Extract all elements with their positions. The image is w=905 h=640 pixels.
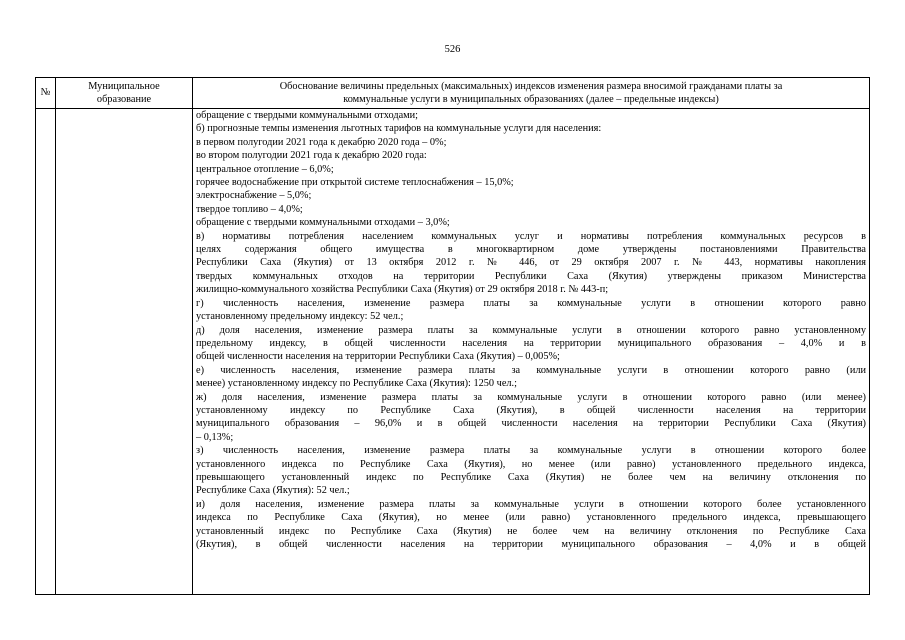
- table-row: [36, 109, 870, 595]
- cell-justification: [193, 109, 870, 595]
- text-line: установленный индекс по Республике Саха (Якутия) не более чем на величину отклонения по Республике Саха: [196, 525, 866, 537]
- text-line: е) численность населения, изменение размера платы за коммунальные услуги в отношении которого равно (или: [196, 364, 866, 376]
- text-line: индекса по Республике Саха (Якутия), но менее (или равно) установленного предельного индекса, превышающего: [196, 512, 866, 524]
- justification-table: [35, 77, 870, 595]
- text-line: б) прогнозные темпы изменения льготных тарифов на коммунальные услуги для населения:: [196, 123, 602, 135]
- text-line: превышающего установленный индекс по Республике Саха (Якутия) не более чем на величину отклонения по: [196, 471, 866, 483]
- text-line: з) численность населения, изменение размера платы за коммунальные услуги в отношении которого более: [196, 445, 866, 457]
- text-line: электроснабжение – 5,0%;: [196, 190, 312, 202]
- text-line: обращение с твердыми коммунальными отходами;: [196, 110, 419, 121]
- text-line: общей численности населения на территории Республики Саха (Якутия) – 0,005%;: [196, 351, 560, 363]
- header-justification-line1: Обоснование величины предельных (максимальных) индексов изменения размера вносимой гражданами платы за: [279, 80, 783, 92]
- text-line: Республики Саха (Якутия) от 13 октября 2012 г. № 446, от 29 октября 2007 г. № 443, нормативы накопления: [196, 257, 866, 269]
- header-justification: [193, 78, 870, 109]
- text-line: менее) установленному индексу по Республике Саха (Якутия): 1250 чел.;: [196, 378, 517, 390]
- header-number: №: [36, 78, 56, 109]
- text-line: (Якутия), в общей численности населения на территории муниципального образования – 4,0% и в общей: [196, 539, 866, 550]
- text-line: – 0,13%;: [196, 431, 234, 443]
- header-municipality: [56, 78, 193, 109]
- text-line: в) нормативы потребления населением коммунальных услуг и нормативы потребления коммунальных ресурсов в: [196, 230, 866, 242]
- cell-number: [36, 109, 56, 595]
- text-line: в первом полугодии 2021 года к декабрю 2020 года – 0%;: [196, 136, 447, 148]
- text-line: установленному предельному индексу: 52 чел.;: [196, 311, 404, 323]
- text-line: горячее водоснабжение при открытой системе теплоснабжения – 15,0%;: [196, 177, 514, 189]
- header-justification-line2: коммунальные услуги в муниципальных образованиях (далее – предельные индексы): [343, 94, 719, 105]
- text-line: целях содержания общего имущества в многоквартирном доме утверждены постановлениями Правительства: [196, 244, 866, 256]
- text-line: центральное отопление – 6,0%;: [196, 163, 334, 175]
- text-line: обращение с твердыми коммунальными отходами – 3,0%;: [196, 217, 450, 229]
- text-line: д) доля населения, изменение размера платы за коммунальные услуги в отношении которого равно установленному: [196, 324, 866, 336]
- cell-municipality: [56, 109, 193, 595]
- table-header: [36, 78, 870, 109]
- text-line: предельному индексу, в общей численности населения на территории муниципального образования – 4,0% и в: [196, 337, 866, 349]
- text-line: твердых коммунальных отходов на территории Республики Саха (Якутия) утверждены приказом Министерства: [196, 270, 866, 282]
- text-line: во втором полугодии 2021 года к декабрю 2020 года:: [196, 150, 427, 162]
- page-number: 526: [444, 44, 461, 55]
- text-line: установленному индексу по Республике Саха (Якутия), в общей численности населения на территории: [196, 404, 866, 416]
- text-line: и) доля населения, изменение размера платы за коммунальные услуги в отношении которого более установленного: [196, 498, 866, 510]
- text-line: ж) доля населения, изменение размера платы за коммунальные услуги в отношении которого равно (или менее): [196, 391, 866, 403]
- text-line: Республике Саха (Якутия): 52 чел.;: [196, 485, 350, 497]
- header-municipality-line1: Муниципальное: [88, 80, 160, 92]
- text-line: г) численность населения, изменение размера платы за коммунальные услуги в отношении которого равно: [196, 297, 866, 309]
- text-line: установленного индекса по Республике Саха (Якутия), но менее (или равно) установленного предельного индекса,: [196, 458, 866, 470]
- text-line: муниципального образования – 96,0% и в общей численности населения на территории Республики Саха (Якутия): [196, 418, 866, 430]
- justification-text: [196, 109, 866, 551]
- text-line: твердое топливо – 4,0%;: [196, 203, 303, 215]
- header-municipality-line2: образование: [96, 94, 152, 105]
- text-line: жилищно-коммунального хозяйства Республики Саха (Якутия) от 29 октября 2018 г. № 443-п;: [196, 284, 609, 296]
